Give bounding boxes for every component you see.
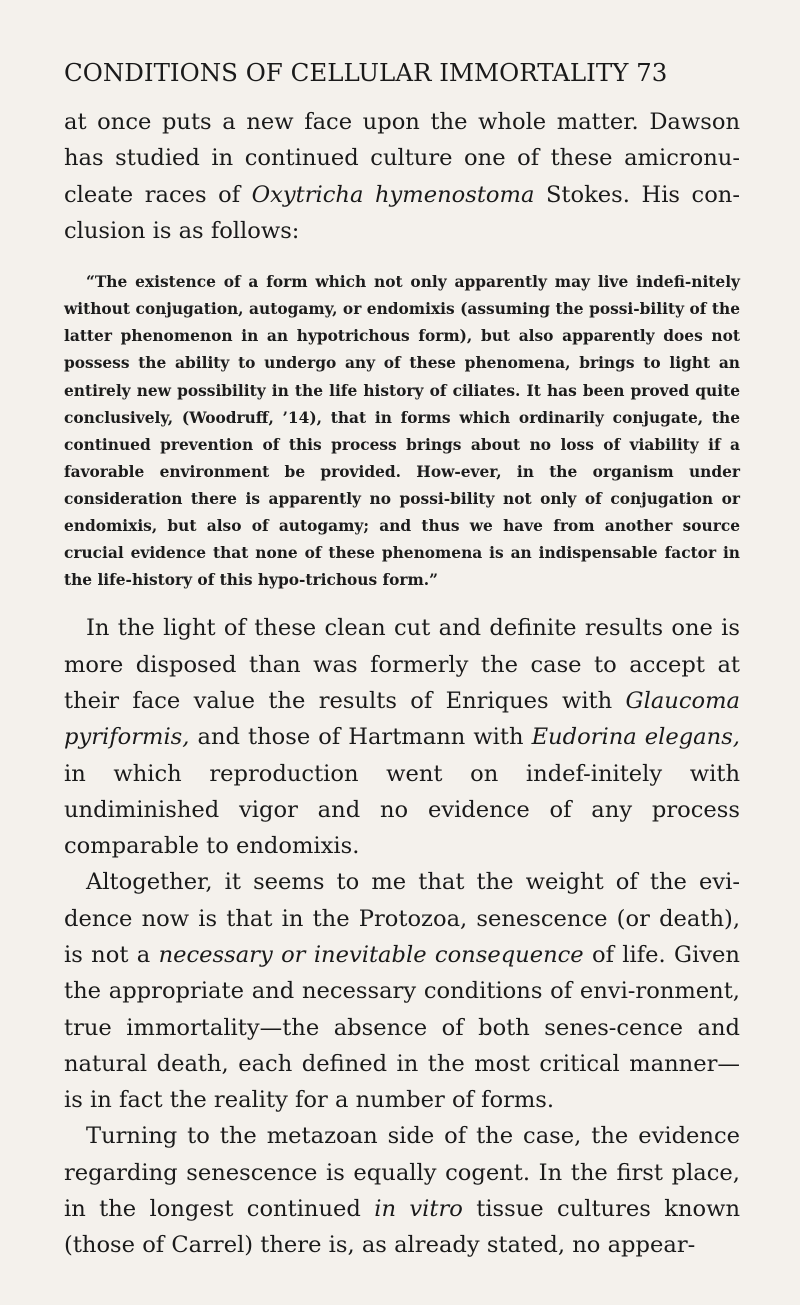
species-name: Glaucoma pyriformis, xyxy=(64,687,740,751)
paragraph-protozoa xyxy=(64,864,740,1118)
paragraph-text: In the light of these clean cut and definite results one is more disposed than was formerly the case to accept at their face value the results of Enriques with xyxy=(64,615,740,714)
paragraph-metazoan xyxy=(64,1118,740,1263)
paragraph-text: at once puts a new face upon the whole matter. Dawson has studied in continued culture one of these amicronu-cleate races of xyxy=(64,109,740,208)
running-head: CONDITIONS OF CELLULAR IMMORTALITY 73 xyxy=(64,58,668,87)
species-name: Oxytricha hymenostoma xyxy=(251,181,535,208)
paragraph-text: in which reproduction went on indef-initely with undiminished vigor and no evidence of any process comparable to endomixis. xyxy=(64,760,740,860)
block-quote xyxy=(64,269,740,594)
book-page xyxy=(64,56,740,1264)
paragraph-text: Stokes. His con-clusion is as follows: xyxy=(64,181,740,244)
emphasis-text: necessary or inevitable consequence xyxy=(158,941,584,968)
paragraph-enriques xyxy=(64,610,740,864)
paragraph-text: of life. Given the appropriate and necessary conditions of envi-ronment, true immortality—the absence of both senes-cence and natural death, each defined in the most critical manner—is in fact the reality for a number of forms. xyxy=(64,941,740,1114)
paragraph-dawson xyxy=(64,104,740,249)
paragraph-text: Altogether, it seems to me that the weight of the evi-dence now is that in the Protozoa, senescence (or death), is not a xyxy=(64,869,740,968)
paragraph-text: tissue cultures known (those of Carrel) there is, as already stated, no appear- xyxy=(64,1196,740,1259)
emphasis-text: in vitro xyxy=(374,1196,463,1223)
paragraph-text: and those of Hartmann with xyxy=(189,724,532,751)
species-name: Eudorina elegans, xyxy=(531,724,740,751)
quote-text: “The existence of a form which not only apparently may live indefi-nitely without conjugation, autogamy, or endomixis (assuming the possi-bility of the latter phenomenon in an hypotrichous form), but also apparently does not possess the ability to undergo any of these phenomena, brings to light an entirely new possibility in the life history of ciliates. It has been proved quite conclusively, (Woodruff, ’14), that in forms which ordinarily conjugate, the continued prevention of this process brings about no loss of viability if a favorable environment be provided. How-ever, in the organism under consideration there is apparently no possi-bility not only of conjugation or endomixis, but also of autogamy; and thus we have from another source crucial evidence that none of these phenomena is an indispensable factor in the life-history of this hypo-trichous form.” xyxy=(64,273,740,590)
paragraph-text: Turning to the metazoan side of the case, the evidence regarding senescence is equally cogent. In the first place, in the longest continued xyxy=(64,1123,740,1223)
